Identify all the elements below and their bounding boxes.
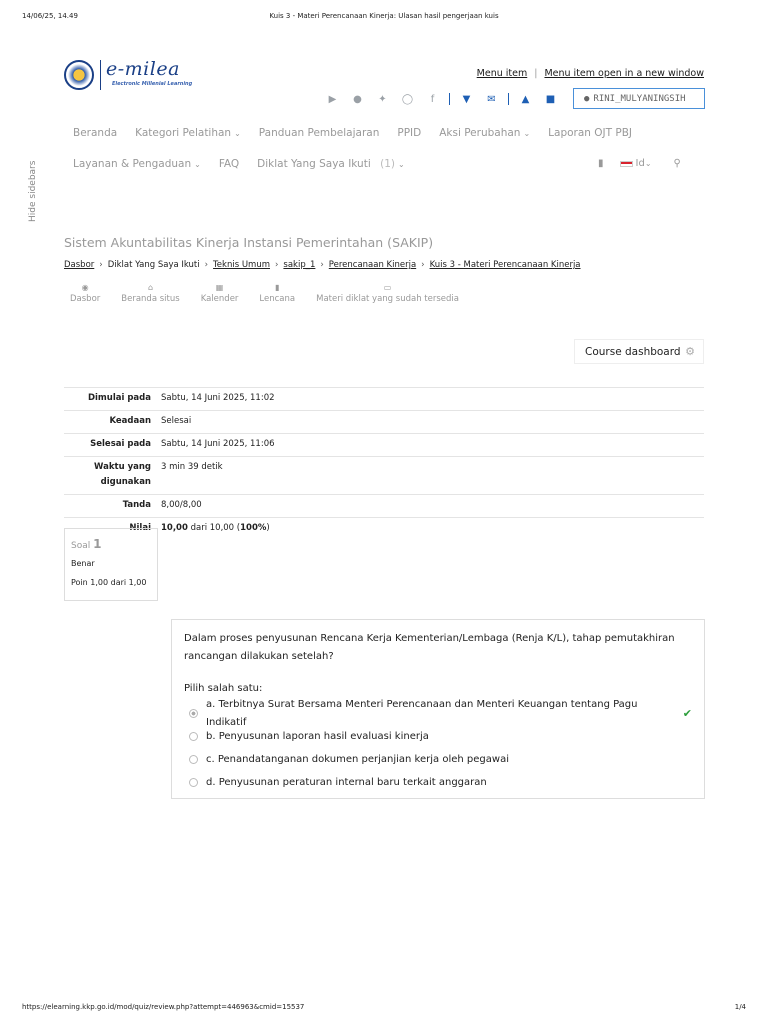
summary-value: Selesai: [161, 416, 192, 426]
hide-sidebars-toggle[interactable]: Hide sidebars: [28, 160, 38, 222]
indonesia-flag-icon: [620, 161, 633, 167]
grade-percent: 100%: [240, 523, 267, 533]
check-icon: ✔: [682, 706, 692, 720]
bookmark-icon: ▮: [275, 283, 280, 292]
logo-brand: e-milea: [106, 58, 180, 80]
nav-label: Aksi Perubahan: [439, 127, 521, 139]
grade-mid: dari 10,00 (: [190, 523, 241, 533]
globe-icon[interactable]: ●: [353, 93, 362, 105]
answer-option-label: d. Penyusunan peraturan internal baru terkait anggaran: [206, 776, 487, 788]
nav-label: PPID: [397, 127, 422, 139]
print-page-number: 1/4: [734, 1003, 746, 1011]
question-content: [171, 619, 705, 799]
breadcrumb-dasbor[interactable]: Dasbor: [64, 260, 95, 270]
quicklink-label: Kalender: [200, 294, 239, 304]
question-info: [64, 528, 158, 601]
answer-option-c[interactable]: [184, 748, 692, 771]
breadcrumb-perencanaan-kinerja[interactable]: Perencanaan Kinerja: [328, 260, 417, 270]
calendar-icon: ▦: [215, 283, 224, 292]
envelope-icon[interactable]: ✉: [487, 93, 496, 105]
summary-value: 8,00/8,00: [161, 500, 202, 510]
user-icon: ●: [584, 93, 590, 104]
logo-tagline: Electronic Millenial Learning: [112, 81, 193, 87]
main-nav-row-1: [73, 127, 650, 139]
twitter-icon[interactable]: ✦: [378, 93, 387, 105]
summary-label: Dimulai pada: [87, 393, 151, 403]
nav-utilities: [598, 158, 681, 169]
icon-separator: [508, 93, 509, 105]
quicklink-materi-diklat[interactable]: [310, 283, 465, 304]
print-title: Kuis 3 - Materi Perencanaan Kinerja: Ulasan hasil pengerjaan kuis: [269, 12, 499, 20]
search-icon[interactable]: ⚲: [673, 158, 681, 169]
breadcrumb-sakip[interactable]: sakip_1: [283, 260, 316, 270]
facebook-icon[interactable]: f: [430, 93, 435, 105]
nav-label: Panduan Pembelajaran: [258, 127, 380, 139]
home-icon: ⌂: [147, 283, 154, 292]
chevron-right-icon: ›: [320, 260, 324, 270]
user-name: RINI_MULYANINGSIH: [593, 93, 686, 104]
summary-label: Nilai: [129, 523, 151, 533]
nav-aksi-perubahan[interactable]: [439, 127, 530, 139]
quicklink-label: Materi diklat yang sudah tersedia: [316, 294, 459, 304]
nav-layanan-pengaduan[interactable]: [73, 158, 201, 170]
breadcrumb-kuis[interactable]: Kuis 3 - Materi Perencanaan Kinerja: [429, 260, 581, 270]
grade-value: 10,00: [161, 523, 188, 533]
summary-label: Keadaan: [109, 416, 151, 426]
answer-option-label: a. Terbitnya Surat Bersama Menteri Perencanaan dan Menteri Keuangan tentang Pagu Indikatif: [206, 698, 638, 728]
chevron-right-icon: ›: [99, 260, 103, 270]
quicklink-kalender[interactable]: [195, 283, 245, 304]
comment-icon[interactable]: ■: [545, 93, 556, 105]
chevron-right-icon: ›: [421, 260, 425, 270]
chevron-down-icon: ⌄: [523, 128, 531, 138]
summary-label: Tanda: [122, 500, 151, 510]
course-dashboard-label: Course dashboard: [585, 345, 681, 358]
icon-separator: [449, 93, 450, 105]
nav-label: Kategori Pelatihan: [135, 127, 232, 139]
nav-label: Diklat Yang Saya Ikuti: [257, 158, 371, 170]
radio-button-checked[interactable]: [189, 709, 198, 718]
breadcrumb-teknis-umum[interactable]: Teknis Umum: [213, 260, 270, 270]
answer-option-a[interactable]: [184, 698, 692, 728]
quicklink-lencana[interactable]: [253, 283, 301, 304]
question-label: Soal: [71, 541, 91, 551]
breadcrumb: [64, 260, 581, 270]
course-dashboard-button[interactable]: [574, 339, 704, 364]
nav-panduan-pembelajaran[interactable]: [259, 127, 380, 139]
nav-label: Beranda: [73, 127, 118, 139]
summary-value: 3 min 39 detik: [161, 462, 223, 472]
social-icon-row: [320, 90, 563, 108]
summary-label: Selesai pada: [90, 439, 151, 449]
nav-ppid[interactable]: [397, 127, 421, 139]
quick-links: [64, 283, 474, 304]
table-row: [64, 411, 704, 434]
quicklink-label: Dasbor: [70, 294, 101, 304]
chevron-right-icon: ›: [275, 260, 279, 270]
summary-label: Waktu yang digunakan: [94, 462, 151, 487]
nav-faq[interactable]: [219, 158, 239, 170]
table-row: [64, 434, 704, 457]
nav-laporan-ojt-pbj[interactable]: [548, 127, 632, 139]
top-links: [477, 68, 704, 79]
nav-label: Laporan OJT PBJ: [548, 127, 633, 139]
language-selector[interactable]: Id: [635, 158, 645, 169]
quicklink-dasbor[interactable]: [64, 283, 106, 304]
breadcrumb-diklat: Diklat Yang Saya Ikuti: [107, 260, 200, 270]
menu-item-link[interactable]: Menu item: [476, 68, 528, 79]
chevron-down-icon: ⌄: [644, 159, 652, 168]
question-number-value: 1: [93, 537, 102, 551]
question-grade: Poin 1,00 dari 1,00: [71, 578, 147, 587]
table-row: [64, 388, 704, 411]
map-marker-icon[interactable]: ▼: [462, 93, 471, 105]
dashboard-icon: ◉: [81, 283, 89, 292]
summary-grade: [156, 518, 704, 541]
chevron-right-icon: ›: [204, 260, 209, 270]
logo-divider: [100, 60, 101, 90]
youtube-icon[interactable]: ▶: [328, 93, 337, 105]
table-row: [64, 518, 704, 541]
answer-option-label: c. Penandatanganan dokumen perjanjian kerja oleh pegawai: [206, 753, 509, 765]
attempt-summary-table: [64, 387, 704, 540]
bell-icon[interactable]: ▲: [521, 93, 530, 105]
nav-count: (1): [380, 158, 395, 170]
nav-label: FAQ: [218, 158, 240, 170]
radio-button[interactable]: [189, 755, 198, 764]
answer-option-label: b. Penyusunan laporan hasil evaluasi kinerja: [206, 730, 429, 742]
question-prompt: Pilih salah satu:: [184, 683, 263, 694]
quicklink-beranda-situs[interactable]: [115, 283, 185, 304]
nav-diklat-yang-saya-ikuti[interactable]: [257, 158, 405, 170]
summary-value: Sabtu, 14 Juni 2025, 11:02: [161, 393, 275, 403]
menu-item-new-window-link[interactable]: Menu item open in a new window: [544, 68, 704, 79]
chevron-down-icon: ⌄: [194, 159, 201, 169]
gear-icon: ⚙: [685, 345, 695, 358]
quicklink-label: Beranda situs: [121, 294, 180, 304]
answer-option-d[interactable]: [184, 771, 692, 794]
nav-beranda[interactable]: [73, 127, 117, 139]
grade-end: ): [266, 523, 270, 533]
bookmark-icon[interactable]: ▮: [598, 158, 604, 169]
question-text: Dalam proses penyusunan Rencana Kerja Kementerian/Lembaga (Renja K/L), tahap pemutakhiran rancangan dilakukan setelah?: [184, 633, 675, 662]
print-datetime: 14/06/25, 14.49: [22, 12, 78, 20]
answer-options: [184, 698, 692, 794]
quicklink-label: Lencana: [259, 294, 296, 304]
instagram-icon[interactable]: ◯: [401, 93, 414, 105]
main-nav-row-2: [73, 158, 423, 170]
link-separator: |: [534, 68, 538, 79]
summary-value: Sabtu, 14 Juni 2025, 11:06: [161, 439, 275, 449]
chevron-down-icon: ⌄: [397, 159, 405, 169]
table-row: [64, 495, 704, 518]
book-icon: ▭: [383, 283, 392, 292]
radio-button[interactable]: [189, 732, 198, 741]
user-menu[interactable]: [573, 88, 705, 109]
nav-label: Layanan & Pengaduan: [73, 158, 192, 170]
chevron-down-icon: ⌄: [234, 128, 241, 138]
emblem-icon: [64, 60, 94, 90]
table-row: [64, 457, 704, 495]
nav-kategori-pelatihan[interactable]: [135, 127, 241, 139]
question-number: [71, 537, 151, 551]
radio-button[interactable]: [189, 778, 198, 787]
page-title: Sistem Akuntabilitas Kinerja Instansi Pemerintahan (SAKIP): [64, 235, 434, 250]
question-state: Benar: [71, 559, 95, 568]
site-logo[interactable]: [64, 58, 194, 92]
print-url: https://elearning.kkp.go.id/mod/quiz/review.php?attempt=446963&cmid=15537: [22, 1003, 305, 1011]
